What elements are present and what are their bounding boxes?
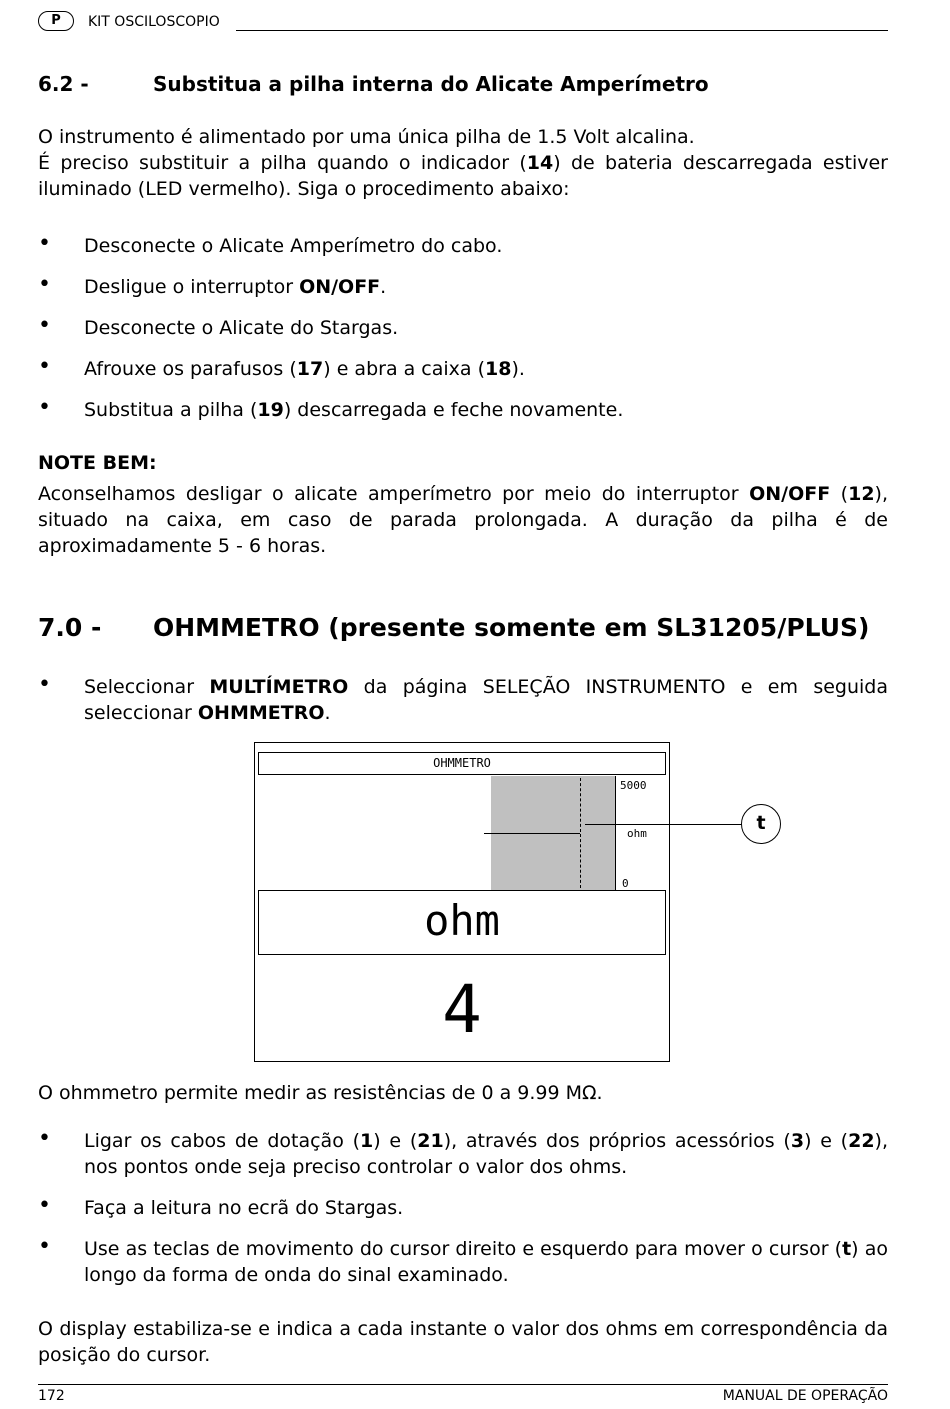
- note-title: NOTE BEM:: [38, 452, 157, 474]
- scale-axis: [615, 776, 616, 890]
- page-header: [38, 10, 888, 34]
- note-paragraph: Aconselhamos desligar o alicate amperímetro por meio do interruptor ON/OFF (12), situado na caixa, em caso de parada prolongada. A duração da pilha é de aproximadamente 5 - 6 horas.: [38, 483, 888, 557]
- cursor-line: [580, 778, 581, 888]
- list-item: Substitua a pilha (19) descarregada e feche novamente.: [84, 399, 624, 421]
- callout-leader: [585, 824, 742, 825]
- header-title: KIT OSCILOSCOPIO: [88, 14, 220, 30]
- paragraph-battery-type: O instrumento é alimentado por uma única pilha de 1.5 Volt alcalina.: [38, 126, 695, 148]
- list-item: Seleccionar MULTÍMETRO da página SELEÇÃO INSTRUMENTO e em seguida seleccionar OHMMETRO.: [84, 676, 888, 724]
- section-7-0-title: OHMMETRO (presente somente em SL31205/PLUS): [153, 613, 870, 642]
- footer-rule: [38, 1384, 888, 1385]
- screen-title: OHMMETRO: [258, 752, 666, 775]
- language-badge: P: [38, 11, 74, 31]
- bullet-dot: •: [38, 272, 51, 297]
- section-6-2-number: 6.2 -: [38, 72, 89, 96]
- bullet-dot: •: [38, 672, 51, 697]
- section-7-0-number: 7.0 -: [38, 613, 102, 642]
- paragraph-display: O display estabiliza-se e indica a cada instante o valor dos ohms em correspondência da posição do cursor.: [38, 1318, 888, 1366]
- scale-unit: ohm: [627, 827, 647, 840]
- scale-min: 0: [622, 877, 629, 890]
- list-item: Use as teclas de movimento do cursor direito e esquerdo para mover o cursor (t) ao longo da forma de onda do sinal examinado.: [84, 1238, 888, 1286]
- bullet-dot: •: [38, 1193, 51, 1218]
- cursor-callout: t: [741, 804, 781, 844]
- list-item: Afrouxe os parafusos (17) e abra a caixa (18).: [84, 358, 525, 380]
- bullet-dot: •: [38, 313, 51, 338]
- bullet-dot: •: [38, 231, 51, 256]
- bullet-dot: •: [38, 395, 51, 420]
- section-6-2-title: Substitua a pilha interna do Alicate Amperímetro: [153, 72, 709, 96]
- scale-max: 5000: [620, 779, 647, 792]
- header-rule: [236, 30, 888, 31]
- footer-title: MANUAL DE OPERAÇÃO: [722, 1388, 888, 1404]
- value-display: 4: [442, 971, 482, 1048]
- paragraph-range: O ohmmetro permite medir as resistências de 0 a 9.99 MΩ.: [38, 1082, 603, 1104]
- page-number: 172: [38, 1388, 65, 1404]
- bullet-dot: •: [38, 1126, 51, 1151]
- bullet-dot: •: [38, 1234, 51, 1259]
- list-item: Desligue o interruptor ON/OFF.: [84, 276, 387, 298]
- signal-trace: [484, 833, 580, 834]
- unit-display: ohm: [258, 890, 666, 955]
- list-item: Faça a leitura no ecrã do Stargas.: [84, 1197, 404, 1219]
- list-item: Ligar os cabos de dotação (1) e (21), através dos próprios acessórios (3) e (22), nos pontos onde seja preciso controlar o valor dos ohms.: [84, 1130, 888, 1178]
- list-item: Desconecte o Alicate Amperímetro do cabo.: [84, 235, 503, 257]
- bullet-dot: •: [38, 354, 51, 379]
- paragraph-battery-indicator: É preciso substituir a pilha quando o indicador (14) de bateria descarregada estiver iluminado (LED vermelho). Siga o procedimento abaixo:: [38, 152, 888, 200]
- list-item: Desconecte o Alicate do Stargas.: [84, 317, 399, 339]
